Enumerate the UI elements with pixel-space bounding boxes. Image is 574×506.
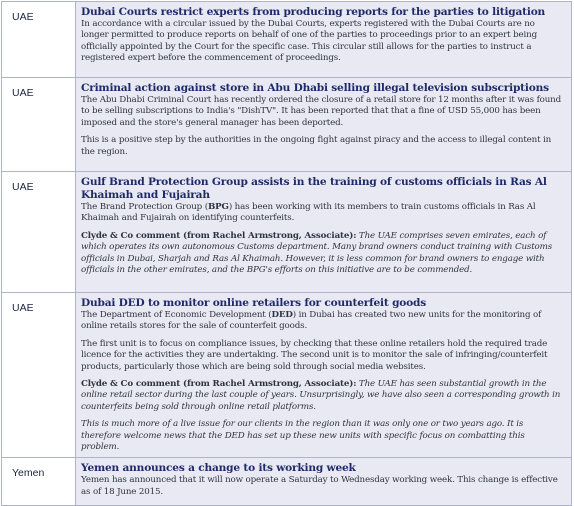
country-cell: UAE — [2, 293, 76, 458]
firm-comment — [81, 379, 563, 413]
article-headline: Gulf Brand Protection Group assists in the training of customs officials in Ras Al Khaimah and Fujairah — [81, 176, 547, 201]
article-headline: Criminal action against store in Abu Dhabi selling illegal television subscriptions — [81, 82, 549, 94]
comment-text: The UAE has seen substantial growth in the online retail sector during the last couple of years. Unsurprisingly, we have also seen a corresponding growth in counterfeits being sold through online retail platforms. — [81, 379, 561, 412]
article-body-followup: The first unit is to focus on compliance issues, by checking that these online retailers hold the required trade licence for the activities they are undertaking. The second unit is to monitor the sale of infringing/counterfeit products, particularly those which are being sold through social media websites. — [81, 338, 548, 372]
article-headline: Dubai Courts restrict experts from producing reports for the parties to litigation — [81, 6, 546, 18]
article-body-followup: This is a positive step by the authorities in the ongoing fight against piracy and the access to illegal content in the region. — [81, 135, 552, 157]
firm-comment — [81, 231, 563, 277]
table-row — [2, 2, 572, 78]
article-body: The Abu Dhabi Criminal Court has recently ordered the closure of a retail store for 12 months after it was found to be selling subscriptions to India's "DishTV". It has been reported that that a fine of USD 55,000 has been imposed and the store's general manager has been deported. — [81, 95, 562, 128]
firm-comment-followup: This is much more of a live issue for our clients in the region than it was only one or two years ago. It is therefore welcome news that the DED has set up these new units with specific focus on combatting this problem. — [81, 419, 525, 453]
country-cell: UAE — [2, 172, 76, 293]
comment-label: Clyde & Co comment (from Rachel Armstrong, Associate): — [81, 230, 357, 241]
table-row — [2, 293, 572, 458]
comment-label: Clyde & Co comment (from Rachel Armstrong, Associate): — [81, 379, 357, 390]
table-row — [2, 172, 572, 293]
body-text-pre: The Brand Protection Group ( — [81, 202, 208, 212]
country-cell: UAE — [2, 2, 76, 78]
article-headline: Dubai DED to monitor online retailers for counterfeit goods — [81, 297, 426, 309]
abbreviation: BPG — [207, 202, 229, 212]
article-cell — [76, 2, 572, 78]
article-body — [81, 202, 563, 225]
article-body — [81, 310, 563, 333]
article-headline: Yemen announces a change to its working week — [81, 462, 356, 475]
table-row — [2, 78, 572, 172]
article-cell — [76, 293, 572, 458]
table-row — [2, 458, 572, 506]
article-body: In accordance with a circular issued by the Dubai Courts, experts registered with the Dubai Courts are no longer permitted to produce reports on behalf of one of the parties to proceedings prior to an expert being officially appointed by the Court for the specific case. This circular still allows for the parties to instruct a registered expert before the commencement of proceedings. — [81, 19, 537, 64]
article-cell — [76, 458, 572, 506]
country-cell: Yemen — [2, 458, 76, 506]
body-text-pre: The Department of Economic Development ( — [81, 310, 272, 320]
body-text-post: ) has been working with its members to train customs officials in Ras Al Khaimah and Fujairah on identifying counterfeits. — [81, 202, 536, 224]
article-cell — [76, 78, 572, 172]
article-cell — [76, 172, 572, 293]
body-text-post: ) in Dubai has created two new units for the monitoring of online retails stores for the sale of counterfeit goods. — [81, 310, 542, 332]
news-table — [1, 1, 572, 506]
article-body: Yemen has announced that it will now operate a Saturday to Wednesday working week. This change is effective as of 18 June 2015. — [81, 475, 558, 497]
abbreviation: DED — [271, 310, 293, 320]
comment-text: The UAE comprises seven emirates, each of which operates its own autonomous Customs department. Many brand owners conduct training with Customs officials in Dubai, Sharjah and Ras Al Khaimah. However, it is less common for brand owners to engage with officials in the other emirates, and the BPG's efforts on this initiative are to be commended. — [81, 230, 553, 276]
country-cell: UAE — [2, 78, 76, 172]
